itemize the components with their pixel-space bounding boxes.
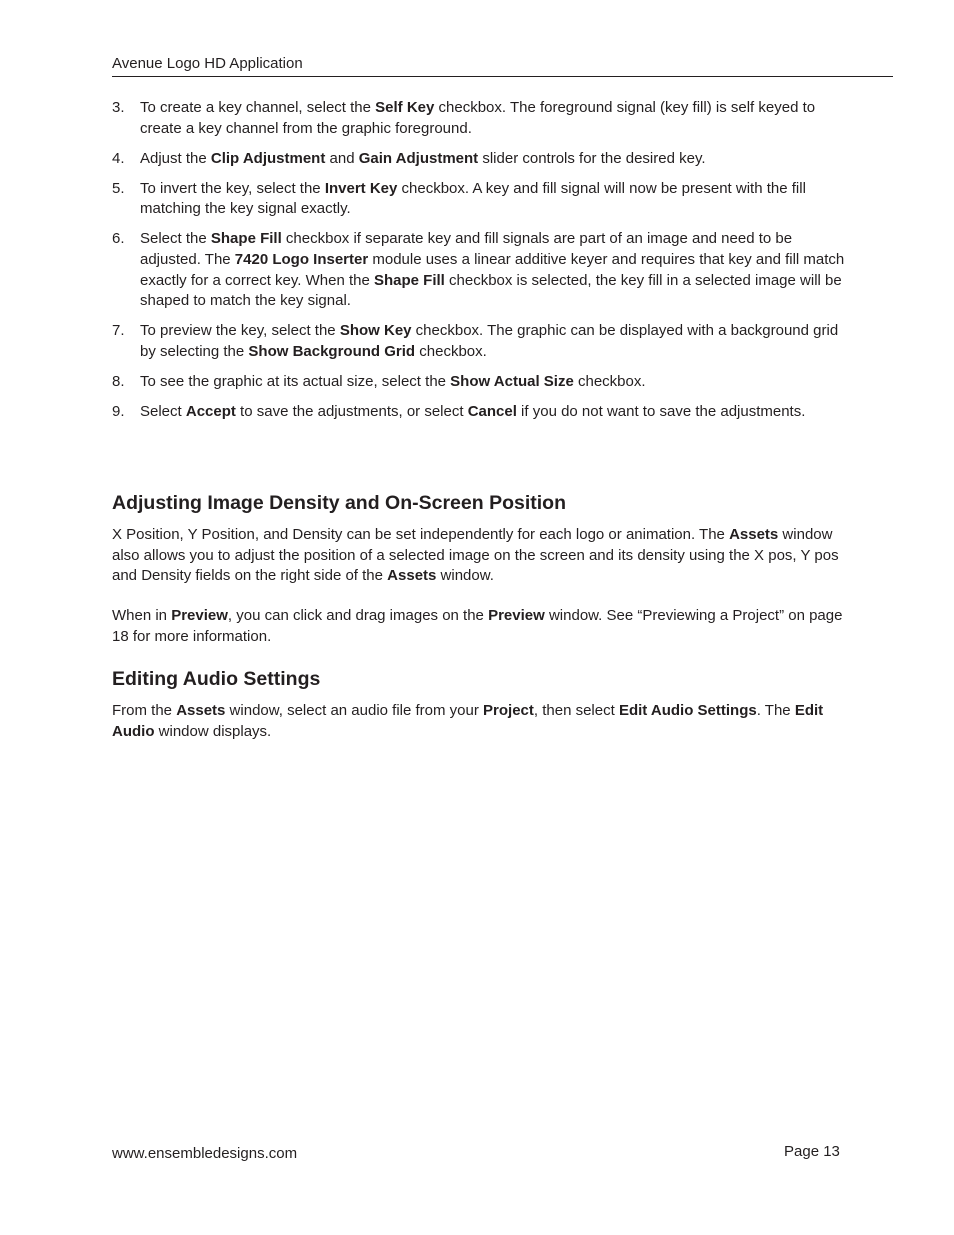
page-number: Page 13: [784, 1143, 840, 1160]
text-run: , then select: [533, 702, 619, 719]
bold-term: Accept: [185, 403, 236, 421]
list-item: [112, 149, 847, 170]
text-run: Select the: [140, 230, 211, 248]
bold-term: Cancel: [467, 403, 517, 421]
text-run: To see the graphic at its actual size, select the: [140, 373, 451, 391]
bold-term: Assets: [176, 702, 226, 719]
step-number: 4.: [112, 149, 125, 167]
bold-term: Invert Key: [324, 179, 398, 197]
text-run: module uses a linear additive keyer and requires that key and fill match exactly for a correct key. When the: [140, 251, 845, 289]
bold-term: Edit Audio: [112, 702, 824, 740]
text-run: and: [325, 149, 359, 167]
list-item: [112, 402, 847, 423]
header-rule: [112, 76, 893, 77]
footer-website: www.ensembledesigns.com: [112, 1145, 298, 1162]
text-run: checkbox.: [415, 342, 487, 360]
step-number: 8.: [112, 373, 125, 391]
text-run: When in: [112, 607, 172, 624]
paragraph: [112, 525, 847, 587]
step-number: 7.: [112, 322, 125, 340]
paragraph: [112, 701, 847, 742]
text-run: From the: [112, 702, 177, 719]
text-run: window. See “Previewing a Project” on page 18 for more information.: [112, 607, 843, 645]
list-item: [112, 229, 847, 311]
text-run: slider controls for the desired key.: [478, 149, 706, 167]
bold-term: Clip Adjustment: [210, 149, 326, 167]
text-run: checkbox. The foreground signal (key fill) is self keyed to create a key channel from the graphic foreground.: [140, 99, 816, 137]
text-run: window.: [436, 567, 494, 585]
text-run: checkbox is selected, the key fill in a selected image will be shaped to match the key signal.: [140, 271, 842, 310]
step-number: 6.: [112, 230, 125, 248]
text-run: To invert the key, select the: [140, 179, 325, 197]
bold-term: Show Key: [339, 322, 412, 340]
list-item: [112, 98, 847, 139]
step-number: 9.: [112, 403, 125, 421]
step-number: 3.: [112, 99, 125, 116]
bold-term: Project: [483, 702, 534, 719]
section-heading-image-density: Adjusting Image Density and On-Screen Position: [112, 492, 566, 514]
list-item: [112, 179, 847, 220]
procedure-steps: [112, 98, 847, 432]
text-run: , you can click and drag images on the: [227, 607, 489, 624]
paragraph: [112, 606, 847, 647]
list-item: [112, 321, 847, 362]
running-header: Avenue Logo HD Application: [112, 55, 303, 72]
list-item: [112, 372, 847, 393]
text-run: X Position, Y Position, and Density can be set independently for each logo or animation. The: [112, 526, 730, 543]
bold-term: Show Background Grid: [248, 342, 416, 360]
bold-term: Preview: [171, 607, 228, 624]
bold-term: Show Actual Size: [450, 373, 574, 391]
bold-term: 7420 Logo Inserter: [234, 251, 369, 269]
text-run: Adjust the: [140, 149, 211, 167]
bold-term: Shape Fill: [210, 230, 282, 248]
bold-term: Gain Adjustment: [358, 149, 479, 167]
bold-term: Assets: [387, 567, 437, 585]
text-run: checkbox. A key and fill signal will now be present with the fill matching the key signal exactly.: [140, 179, 806, 218]
text-run: checkbox if separate key and fill signals are part of an image and need to be adjusted. The: [140, 230, 793, 269]
step-number: 5.: [112, 179, 125, 197]
text-run: To preview the key, select the: [140, 322, 340, 340]
bold-term: Edit Audio Settings: [618, 702, 757, 719]
text-run: . The: [756, 702, 795, 719]
text-run: to save the adjustments, or select: [235, 403, 468, 421]
text-run: Select: [140, 403, 186, 421]
bold-term: Shape Fill: [373, 271, 445, 289]
section-heading-audio-settings: Editing Audio Settings: [112, 668, 321, 690]
text-run: checkbox.: [573, 373, 646, 391]
bold-term: Assets: [729, 526, 779, 543]
text-run: checkbox. The graphic can be displayed with a background grid by selecting the: [140, 322, 839, 360]
text-run: window displays.: [154, 722, 272, 740]
bold-term: Preview: [488, 607, 545, 624]
text-run: window, select an audio file from your: [225, 702, 484, 719]
text-run: To create a key channel, select the: [140, 99, 376, 116]
text-run: window also allows you to adjust the position of a selected image on the screen and its density using the X pos, Y pos and Density fields on the right side of the: [112, 526, 839, 585]
text-run: if you do not want to save the adjustments.: [516, 403, 806, 421]
bold-term: Self Key: [375, 99, 435, 116]
